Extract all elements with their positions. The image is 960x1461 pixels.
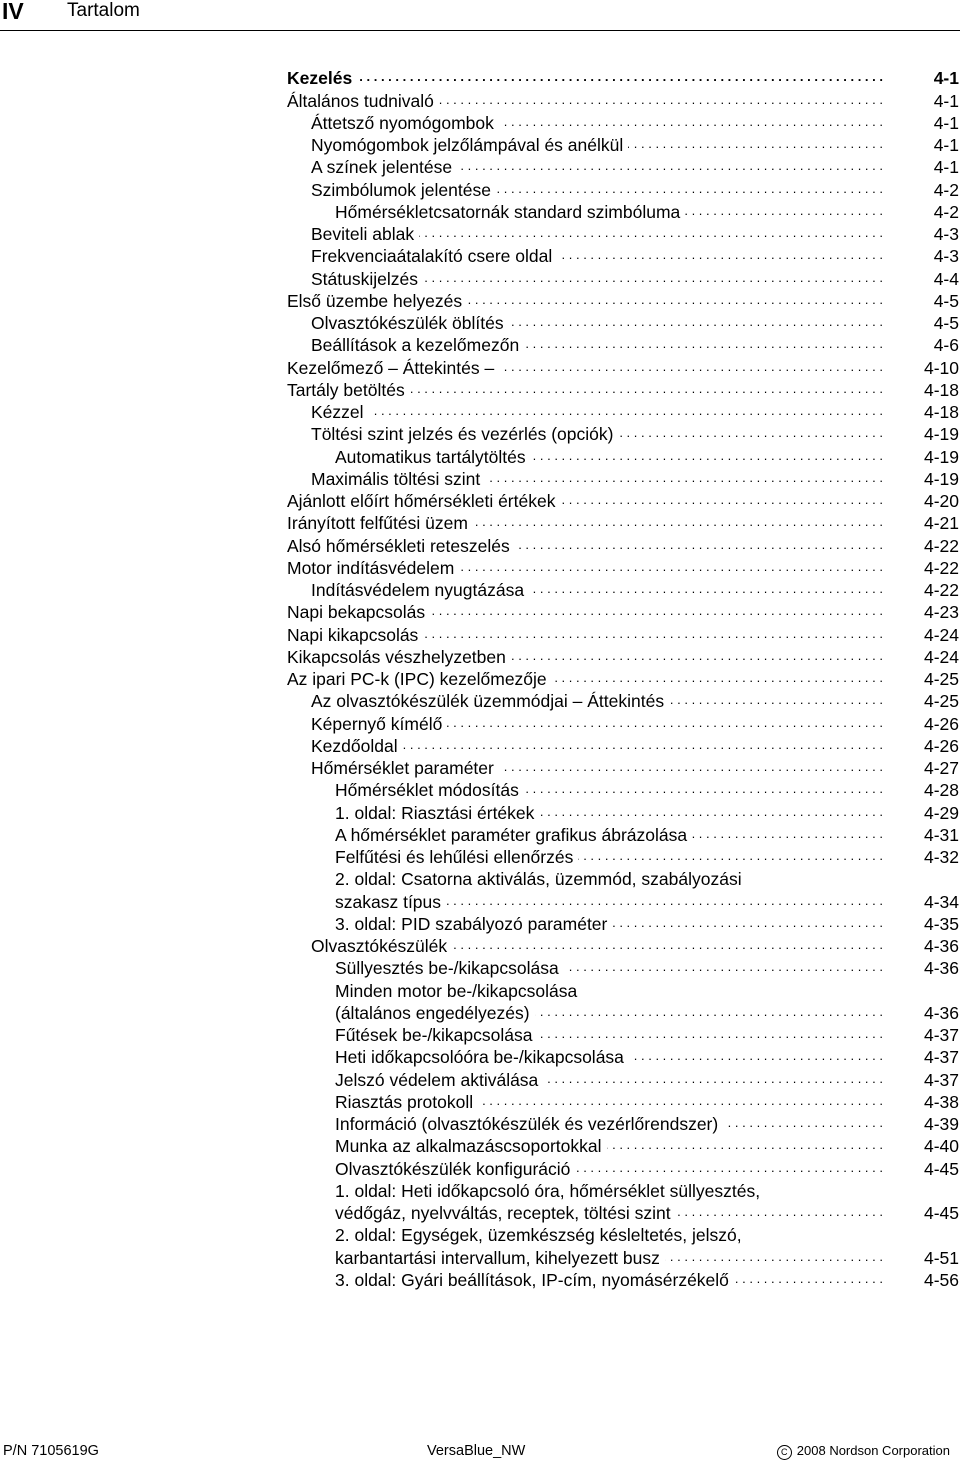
toc-entry[interactable] (287, 67, 959, 89)
toc-entry-page: 4-1 (933, 90, 959, 111)
toc-entry-title: 2. oldal: Egységek, üzemkészség késleltetés, jelszó, (335, 1225, 742, 1246)
toc-entry-page: 4-56 (923, 1269, 959, 1290)
toc-entry[interactable] (287, 1202, 959, 1224)
dot-leader (446, 891, 883, 913)
toc-entry-title: Riasztás protokoll (335, 1091, 474, 1112)
toc-entry-title: Frekvenciaátalakító csere oldal (311, 246, 553, 267)
dot-leader (564, 957, 883, 979)
toc-entry-title: Minden motor be-/kikapcsolása (335, 980, 578, 1001)
toc-entry-title: 1. oldal: Riasztási értékek (335, 802, 535, 823)
dot-leader (612, 913, 883, 935)
toc-entry-title: Felfűtési és lehűlési ellenőrzés (335, 847, 574, 867)
toc-entry-title: Süllyesztés be-/kikapcsolása (335, 958, 559, 979)
dot-leader (410, 379, 883, 401)
toc-entry[interactable] (287, 1180, 959, 1202)
toc-entry-title: Olvasztókészülék öblítés (311, 313, 504, 333)
toc-entry[interactable] (287, 1269, 959, 1291)
dot-leader (524, 334, 883, 356)
toc-entry[interactable] (287, 623, 959, 645)
toc-entry-title: Jelszó védelem aktiválása (335, 1069, 539, 1090)
toc-entry-page: 4-19 (923, 424, 959, 445)
toc-entry-page: 4-23 (923, 602, 959, 623)
toc-entry-title: Maximális töltési szint (311, 468, 481, 489)
dot-leader (499, 112, 883, 134)
toc-entry-title: Hőmérsékletcsatornák standard szimbóluma (335, 201, 681, 222)
toc-entry-title: Kézzel (311, 402, 364, 422)
toc-entry-title: Kikapcsolás vészhelyzetben (287, 646, 506, 667)
page-header (0, 0, 960, 34)
dot-leader (557, 245, 883, 267)
dot-leader (447, 713, 883, 735)
toc-entry-page: 4-24 (923, 624, 959, 645)
toc-entry-page: 4-10 (923, 357, 959, 378)
toc-entry-title: Olvasztókészülék konfiguráció (335, 1158, 571, 1179)
toc-entry-title: Kezelés (287, 68, 353, 89)
toc-entry-page: 4-27 (923, 758, 959, 778)
dot-leader (369, 401, 883, 423)
toc-entry[interactable] (287, 979, 959, 1001)
toc-entry-page: 4-4 (933, 268, 959, 289)
toc-entry-page: 4-45 (923, 1158, 959, 1179)
copyright-text: 2008 Nordson Corporation (796, 1443, 950, 1458)
toc-entry[interactable] (287, 512, 959, 534)
dot-leader (539, 802, 883, 824)
toc-entry[interactable] (287, 1024, 959, 1046)
toc-entry[interactable] (287, 1246, 959, 1268)
toc-entry[interactable] (287, 223, 959, 245)
toc-entry-page: 4-39 (923, 1114, 959, 1134)
toc-entry-title: Fűtések be-/kikapcsolása (335, 1025, 533, 1045)
header-rule (0, 30, 960, 31)
dot-leader (439, 90, 883, 112)
toc-entry-page: 4-26 (923, 713, 959, 734)
dot-leader (499, 357, 883, 379)
dot-leader (509, 312, 883, 334)
toc-entry[interactable] (287, 890, 959, 912)
toc-entry[interactable] (287, 1157, 959, 1179)
dot-leader (665, 1247, 883, 1269)
toc-entry-page: 4-6 (933, 335, 959, 356)
dot-leader (628, 134, 883, 156)
toc-entry-title: Napi kikapcsolás (287, 624, 419, 645)
toc-entry-page: 4-51 (923, 1247, 959, 1268)
toc-entry-title: Hőmérséklet módosítás (335, 780, 519, 801)
toc-entry[interactable] (287, 401, 959, 423)
toc-entry-page: 4-5 (933, 313, 959, 333)
toc-entry-title: Tartály betöltés (287, 379, 405, 400)
toc-entry[interactable] (287, 534, 959, 556)
toc-entry-title: A hőmérséklet paraméter grafikus ábrázolása (335, 824, 688, 845)
toc-entry[interactable] (287, 1091, 959, 1113)
toc-entry-page: 4-22 (923, 535, 959, 556)
toc-entry-title: Automatikus tartálytöltés (335, 446, 526, 467)
toc-entry-page: 4-36 (923, 1002, 959, 1023)
toc-entry-title: szakasz típus (335, 891, 442, 912)
dot-leader (723, 1113, 883, 1135)
dot-leader (430, 601, 883, 623)
toc-entry-title: Napi bekapcsolás (287, 602, 426, 623)
toc-entry-page: 4-37 (923, 1047, 959, 1068)
toc-entry[interactable] (287, 334, 959, 356)
toc-entry[interactable] (287, 379, 959, 401)
toc-entry-page: 4-29 (923, 802, 959, 823)
dot-leader (457, 156, 883, 178)
dot-leader (529, 579, 883, 601)
dot-leader (419, 223, 883, 245)
toc-entry[interactable] (287, 245, 959, 267)
dot-leader (515, 535, 883, 557)
toc-entry[interactable] (287, 579, 959, 601)
toc-entry-page: 4-1 (933, 157, 959, 178)
dot-leader (669, 690, 883, 712)
toc-entry-title: Beviteli ablak (311, 224, 415, 244)
toc-entry-page: 4-22 (923, 580, 959, 600)
dot-leader (478, 1091, 883, 1113)
page-footer (0, 1440, 960, 1461)
toc-entry-page: 4-45 (923, 1203, 959, 1223)
dot-leader (543, 1069, 883, 1091)
toc-entry-page: 4-25 (923, 669, 959, 689)
toc-entry-page: 4-5 (933, 290, 959, 311)
copyright-icon: C (777, 1445, 792, 1460)
toc-entry-page: 4-38 (923, 1091, 959, 1112)
copyright (777, 1443, 950, 1460)
toc-entry-page: 4-2 (933, 201, 959, 222)
toc-entry-title: Kezdőoldal (311, 735, 398, 756)
toc-entry[interactable] (287, 712, 959, 734)
toc-entry-title: Alsó hőmérsékleti reteszelés (287, 535, 510, 556)
dot-leader (578, 846, 883, 868)
toc-entry[interactable] (287, 1224, 959, 1246)
dot-leader (499, 757, 883, 779)
toc-entry[interactable] (287, 356, 959, 378)
table-of-contents (287, 67, 959, 1291)
dot-leader (685, 201, 883, 223)
toc-entry-page: 4-28 (923, 780, 959, 801)
toc-entry-page: 4-1 (933, 68, 959, 89)
toc-entry[interactable] (287, 735, 959, 757)
toc-entry[interactable] (287, 1046, 959, 1068)
dot-leader (496, 179, 883, 201)
toc-entry-title: Irányított felfűtési üzem (287, 513, 468, 534)
dot-leader (692, 824, 883, 846)
toc-entry-title: Kezelőmező – Áttekintés – (287, 357, 495, 378)
toc-entry-page: 4-1 (933, 135, 959, 155)
toc-entry-title: Beállítások a kezelőmezőn (311, 335, 520, 356)
toc-entry[interactable] (287, 868, 959, 890)
toc-entry-title: Az olvasztókészülék üzemmódjai – Áttekintés (311, 691, 665, 712)
toc-entry-title: 3. oldal: PID szabályozó paraméter (335, 913, 608, 934)
toc-entry-page: 4-26 (923, 735, 959, 756)
dot-leader (607, 1135, 883, 1157)
toc-entry-title: 3. oldal: Gyári beállítások, IP-cím, nyomásérzékelő (335, 1269, 729, 1290)
dot-leader (629, 1046, 883, 1068)
dot-leader (560, 490, 883, 512)
toc-entry-page: 4-32 (923, 847, 959, 867)
dot-leader (535, 1002, 883, 1024)
toc-entry-page: 4-3 (933, 224, 959, 244)
toc-entry-title: karbantartási intervallum, kihelyezett busz (335, 1247, 660, 1268)
toc-entry[interactable] (287, 490, 959, 512)
dot-leader (403, 735, 883, 757)
dot-leader (676, 1202, 883, 1224)
dot-leader (423, 268, 883, 290)
dot-leader (423, 624, 883, 646)
dot-leader (575, 1158, 883, 1180)
toc-entry-title: Hőmérséklet paraméter (311, 758, 494, 778)
dot-leader (734, 1269, 883, 1291)
toc-entry[interactable] (287, 646, 959, 668)
toc-entry-page: 4-31 (923, 824, 959, 845)
toc-entry-title: Nyomógombok jelzőlámpával és anélkül (311, 135, 624, 155)
toc-entry[interactable] (287, 1068, 959, 1090)
toc-entry-title: 2. oldal: Csatorna aktiválás, üzemmód, szabályozási (335, 869, 742, 890)
toc-entry-page: 4-22 (923, 557, 959, 578)
dot-leader (552, 668, 883, 690)
toc-entry-page: 4-20 (923, 491, 959, 511)
dot-leader (524, 779, 883, 801)
toc-entry-page: 4-25 (923, 691, 959, 712)
toc-entry-title: Áttetsző nyomógombok (311, 112, 494, 133)
toc-entry-page: 4-34 (923, 891, 959, 912)
toc-entry-title: Motor indításvédelem (287, 557, 455, 578)
toc-entry-title: Szimbólumok jelentése (311, 179, 491, 200)
dot-leader (459, 557, 883, 579)
toc-entry-page: 4-36 (923, 958, 959, 979)
toc-entry[interactable] (287, 913, 959, 935)
toc-entry-title: 1. oldal: Heti időkapcsoló óra, hőmérséklet süllyesztés, (335, 1180, 761, 1201)
toc-entry-title: (általános engedélyezés) (335, 1002, 530, 1023)
toc-entry[interactable] (287, 112, 959, 134)
toc-entry-title: Információ (olvasztókészülék és vezérlőrendszer) (335, 1114, 719, 1134)
toc-entry-page: 4-35 (923, 913, 959, 934)
toc-entry[interactable] (287, 290, 959, 312)
toc-entry[interactable] (287, 1135, 959, 1157)
toc-entry-page: 4-18 (923, 379, 959, 400)
toc-entry[interactable] (287, 156, 959, 178)
toc-entry[interactable] (287, 668, 959, 690)
toc-entry-title: Általános tudnivaló (287, 90, 434, 111)
toc-entry-title: Képernyő kímélő (311, 713, 443, 734)
toc-entry-title: védőgáz, nyelvváltás, receptek, töltési szint (335, 1203, 671, 1223)
part-number: P/N 7105619G (3, 1443, 99, 1459)
toc-entry[interactable] (287, 1113, 959, 1135)
dot-leader (531, 446, 883, 468)
toc-entry[interactable] (287, 178, 959, 200)
dot-leader (467, 290, 883, 312)
toc-entry-page: 4-24 (923, 646, 959, 667)
toc-entry-page: 4-21 (923, 513, 959, 534)
toc-entry[interactable] (287, 445, 959, 467)
toc-entry[interactable] (287, 1002, 959, 1024)
toc-entry[interactable] (287, 89, 959, 111)
toc-entry-title: A színek jelentése (311, 157, 453, 178)
toc-entry-page: 4-36 (923, 936, 959, 956)
toc-entry-page: 4-37 (923, 1069, 959, 1090)
toc-entry[interactable] (287, 201, 959, 223)
toc-entry-title: Az ipari PC-k (IPC) kezelőmezője (287, 669, 547, 689)
dot-leader (511, 646, 883, 668)
toc-entry-title: Első üzembe helyezés (287, 290, 463, 311)
toc-entry-title: Töltési szint jelzés és vezérlés (opciók) (311, 424, 614, 445)
toc-entry[interactable] (287, 957, 959, 979)
toc-entry-page: 4-3 (933, 246, 959, 267)
toc-entry-title: Olvasztókészülék (311, 936, 448, 956)
toc-entry-title: Ajánlott előírt hőmérsékleti értékek (287, 491, 556, 511)
toc-entry[interactable] (287, 557, 959, 579)
toc-entry[interactable] (287, 935, 959, 957)
toc-entry[interactable] (287, 468, 959, 490)
toc-entry-title: Státuskijelzés (311, 268, 418, 289)
toc-entry[interactable] (287, 690, 959, 712)
dot-leader (618, 423, 883, 445)
toc-entry-page: 4-1 (933, 112, 959, 133)
toc-entry[interactable] (287, 824, 959, 846)
dot-leader (485, 468, 883, 490)
page-title: Tartalom (67, 0, 140, 21)
toc-entry-title: Munka az alkalmazáscsoportokkal (335, 1136, 602, 1157)
dot-leader (452, 935, 883, 957)
toc-entry-title: Heti időkapcsolóóra be-/kikapcsolása (335, 1047, 624, 1068)
toc-entry-page: 4-19 (923, 446, 959, 467)
toc-entry[interactable] (287, 801, 959, 823)
toc-entry-page: 4-2 (933, 179, 959, 200)
product-name: VersaBlue_NW (427, 1443, 526, 1459)
toc-entry[interactable] (287, 779, 959, 801)
toc-entry[interactable] (287, 846, 959, 868)
chapter-number: IV (2, 0, 24, 24)
dot-leader (473, 512, 883, 534)
toc-entry[interactable] (287, 267, 959, 289)
toc-entry-page: 4-18 (923, 402, 959, 422)
toc-entry[interactable] (287, 601, 959, 623)
toc-entry[interactable] (287, 134, 959, 156)
dot-leader (357, 67, 883, 89)
toc-entry-page: 4-37 (923, 1025, 959, 1045)
toc-entry-page: 4-19 (923, 468, 959, 489)
toc-entry-title: Indításvédelem nyugtázása (311, 580, 525, 600)
toc-entry[interactable] (287, 312, 959, 334)
toc-entry[interactable] (287, 757, 959, 779)
dot-leader (537, 1024, 883, 1046)
toc-entry[interactable] (287, 423, 959, 445)
toc-entry-page: 4-40 (923, 1136, 959, 1157)
